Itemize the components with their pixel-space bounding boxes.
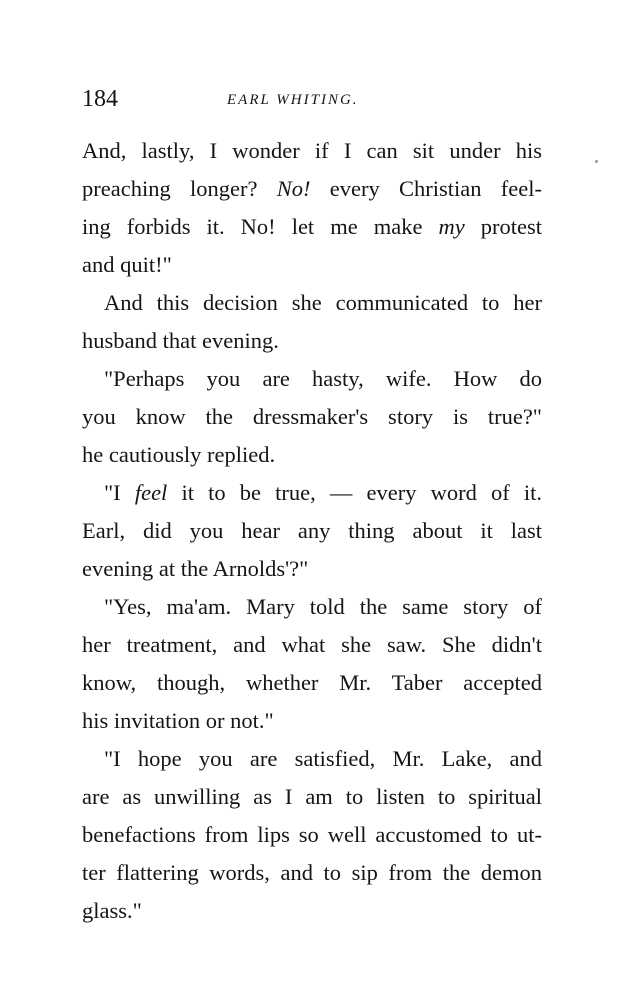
- paragraph-start: "I feel it to be true, — every word of it.: [104, 480, 542, 505]
- paragraph-start: "I hope you are satisfied, Mr. Lake, and: [104, 746, 542, 771]
- emphasis: my: [438, 214, 465, 239]
- text-line: are as unwilling as I am to listen to spiritual: [82, 784, 542, 809]
- page-header: [82, 86, 542, 116]
- paragraph-start: And this decision she communicated to her: [104, 290, 542, 315]
- text-line: evening at the Arnolds'?": [82, 556, 309, 581]
- text-line: his invitation or not.": [82, 708, 274, 733]
- running-head: EARL WHITING.: [227, 92, 359, 108]
- text-line: Earl, did you hear any thing about it last: [82, 518, 542, 543]
- text-line: benefactions from lips so well accustomed to ut-: [82, 822, 542, 847]
- page-number: 184: [82, 86, 118, 112]
- text-line: preaching longer? No! every Christian feel-: [82, 176, 542, 201]
- text-line: he cautiously replied.: [82, 442, 276, 467]
- paragraph-start: "Yes, ma'am. Mary told the same story of: [104, 594, 542, 619]
- emphasis: feel: [134, 480, 168, 505]
- text-line: ing forbids it. No! let me make my protest: [82, 214, 542, 239]
- text-line: husband that evening.: [82, 328, 279, 353]
- text-line: glass.": [82, 898, 142, 923]
- text-line: and quit!": [82, 252, 172, 277]
- paper-speck: [595, 160, 598, 163]
- text-line: ter flattering words, and to sip from the demon: [82, 860, 542, 885]
- body-text: [82, 132, 542, 930]
- text-line: know, though, whether Mr. Taber accepted: [82, 670, 542, 695]
- text-line: you know the dressmaker's story is true?": [82, 404, 542, 429]
- text-line: her treatment, and what she saw. She didn't: [82, 632, 542, 657]
- emphasis: No!: [276, 176, 311, 201]
- paragraph-start: "Perhaps you are hasty, wife. How do: [104, 366, 542, 391]
- text-line: And, lastly, I wonder if I can sit under his: [82, 138, 542, 163]
